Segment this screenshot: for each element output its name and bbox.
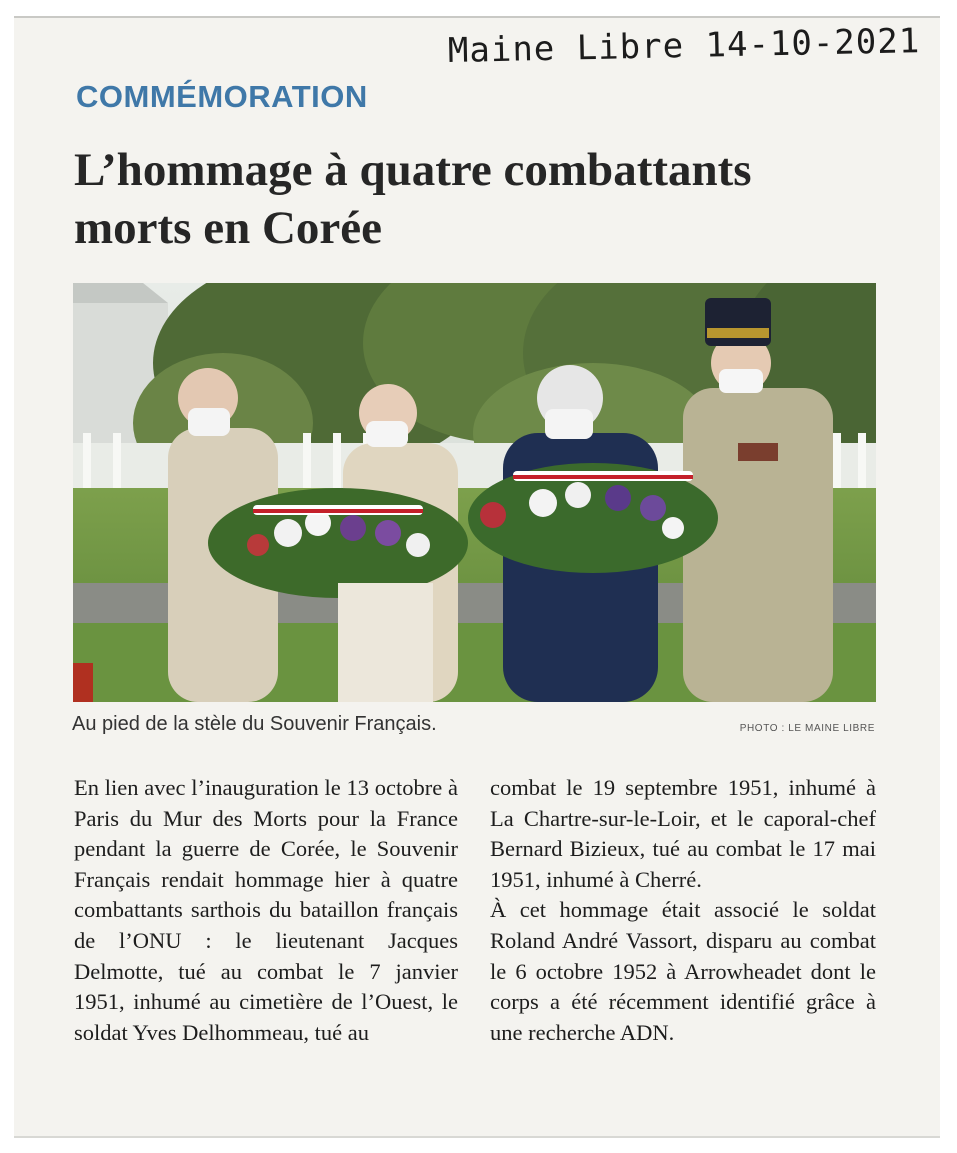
ceremony-photo-icon xyxy=(73,283,876,702)
article-column-left xyxy=(74,773,458,1048)
ceremony-photo xyxy=(73,283,876,702)
article-paragraph: combat le 19 septembre 1951, inhumé à La Chartre-sur-le-Loir, et le caporal-chef Bernard Bizieux, tué au combat le 17 mai 1951, inhumé à Cherré. xyxy=(490,775,876,892)
handwritten-note: Maine Libre 14-10-2021 xyxy=(447,21,921,72)
headline-line-2: morts en Corée xyxy=(74,202,382,254)
article-column-right xyxy=(490,773,876,1048)
article-paragraph: En lien avec l’inauguration le 13 octobre à Paris du Mur des Morts pour la France pendant la guerre de Corée, le Souvenir Français rendait hommage hier à quatre combattants sarthois du bataillon français de l’ONU : le lieutenant Jacques Delmotte, tué au combat le 7 janvier 1951, inhumé au cimetière de l’Ouest, le soldat Yves Delhommeau, tué au xyxy=(74,775,458,1045)
photo-credit: PHOTO : LE MAINE LIBRE xyxy=(739,723,875,734)
photo-caption: Au pied de la stèle du Souvenir Français. xyxy=(72,713,437,735)
article-headline xyxy=(74,141,834,257)
article-paragraph: À cet hommage était associé le soldat Roland André Vassort, disparu au combat le 6 octobre 1952 à Arrowheadet dont le corps a été récemment identifié grâce à une recherche ADN. xyxy=(490,897,876,1045)
headline-line-1: L’hommage à quatre combattants xyxy=(74,144,752,196)
section-rubric: COMMÉMORATION xyxy=(76,79,368,114)
